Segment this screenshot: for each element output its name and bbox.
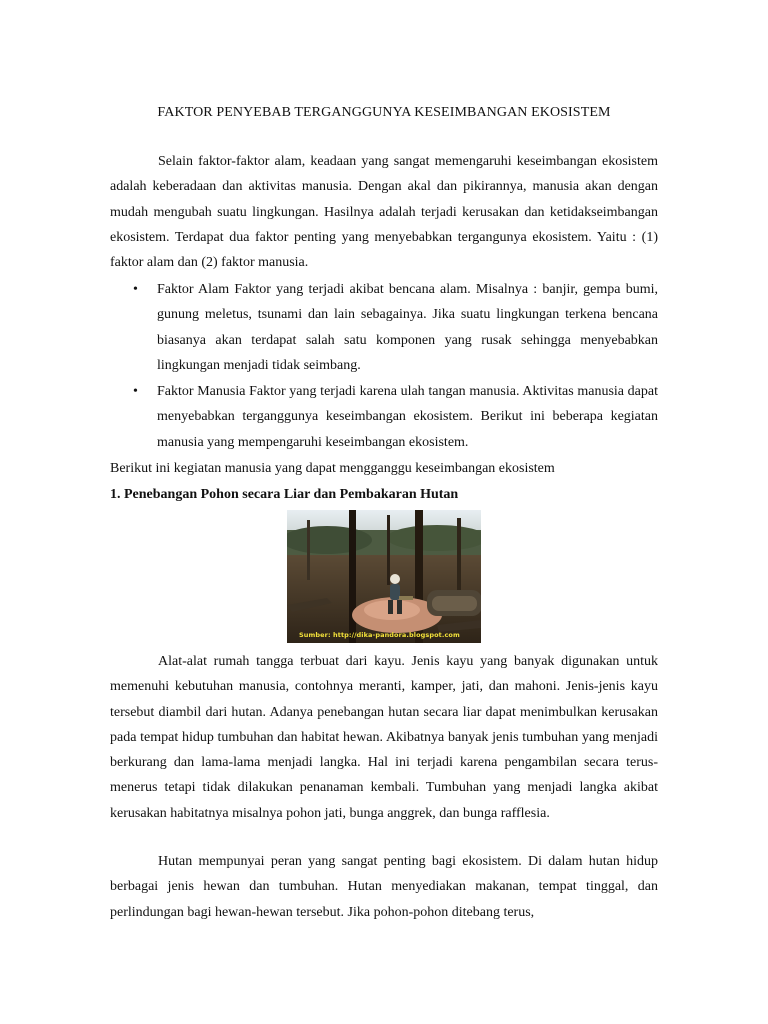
bullet-item-faktor-alam (110, 277, 658, 378)
bullet-text: Faktor Manusia Faktor yang terjadi karena ulah tangan manusia. Aktivitas manusia dapat menyebabkan terganggunya keseimbangan ekosistem. Berikut ini beberapa kegiatan manusia yang mempengaruhi keseimbangan ekosistem. (157, 384, 658, 450)
image-caption: Sumber: http://dika-pandora.blogspot.com (299, 631, 460, 639)
section-heading: 1. Penebangan Pohon secara Liar dan Pembakaran Hutan (110, 487, 459, 502)
bullet-icon: • (133, 282, 138, 297)
bullet-icon: • (133, 384, 138, 399)
intro-paragraph: Selain faktor-faktor alam, keadaan yang sangat memengaruhi keseimbangan ekosistem adalah keberadaan dan aktivitas manusia. Dengan akal dan pikirannya, manusia akan dengan mudah mengubah suatu lingkungan. Hasilnya adalah terjadi kerusakan dan ketidakseimbangan ekosistem. Terdapat dua faktor penting yang menyebabkan tergangunya ekosistem. Yaitu : (1) faktor alam dan (2) faktor manusia. (110, 154, 658, 271)
lead-in-text: Berikut ini kegiatan manusia yang dapat mengganggu keseimbangan ekosistem (110, 461, 555, 476)
bullet-text: Faktor Alam Faktor yang terjadi akibat bencana alam. Misalnya : banjir, gempa bumi, gunung meletus, tsunami dan lain sebagainya. Jika suatu lingkungan terkena bencana biasanya akan terdapat salah satu komponen yang rusak sehingga menyebabkan lingkungan menjadi tidak seimbang. (157, 282, 658, 373)
deforestation-photo (287, 510, 481, 643)
body-paragraph-1: Alat-alat rumah tangga terbuat dari kayu. Jenis kayu yang banyak digunakan untuk memenuhi kebutuhan manusia, contohnya meranti, kamper, jati, dan mahoni. Jenis-jenis kayu tersebut diambil dari hutan. Adanya penebangan hutan secara liar dapat menimbulkan kerusakan pada tempat hidup tumbuhan dan habitat hewan. Akibatnya banyak jenis tumbuhan yang menjadi berkurang dan lama-lama menjadi langka. Hal ini terjadi karena pengambilan secara terus-menerus tetapi tidak dilakukan penanaman kembali. Tumbuhan yang menjadi langka akibat kerusakan habitatnya misalnya pohon jati, bunga anggrek, dan bunga rafflesia. (110, 654, 658, 821)
document-title: FAKTOR PENYEBAB TERGANGGUNYA KESEIMBANGAN EKOSISTEM (157, 105, 611, 120)
body-paragraph-2: Hutan mempunyai peran yang sangat penting bagi ekosistem. Di dalam hutan hidup berbagai jenis hewan dan tumbuhan. Hutan menyediakan makanan, tempat tinggal, dan perlindungan bagi hewan-hewan tersebut. Jika pohon-pohon ditebang terus, (110, 854, 658, 920)
bullet-item-faktor-manusia (110, 379, 658, 455)
